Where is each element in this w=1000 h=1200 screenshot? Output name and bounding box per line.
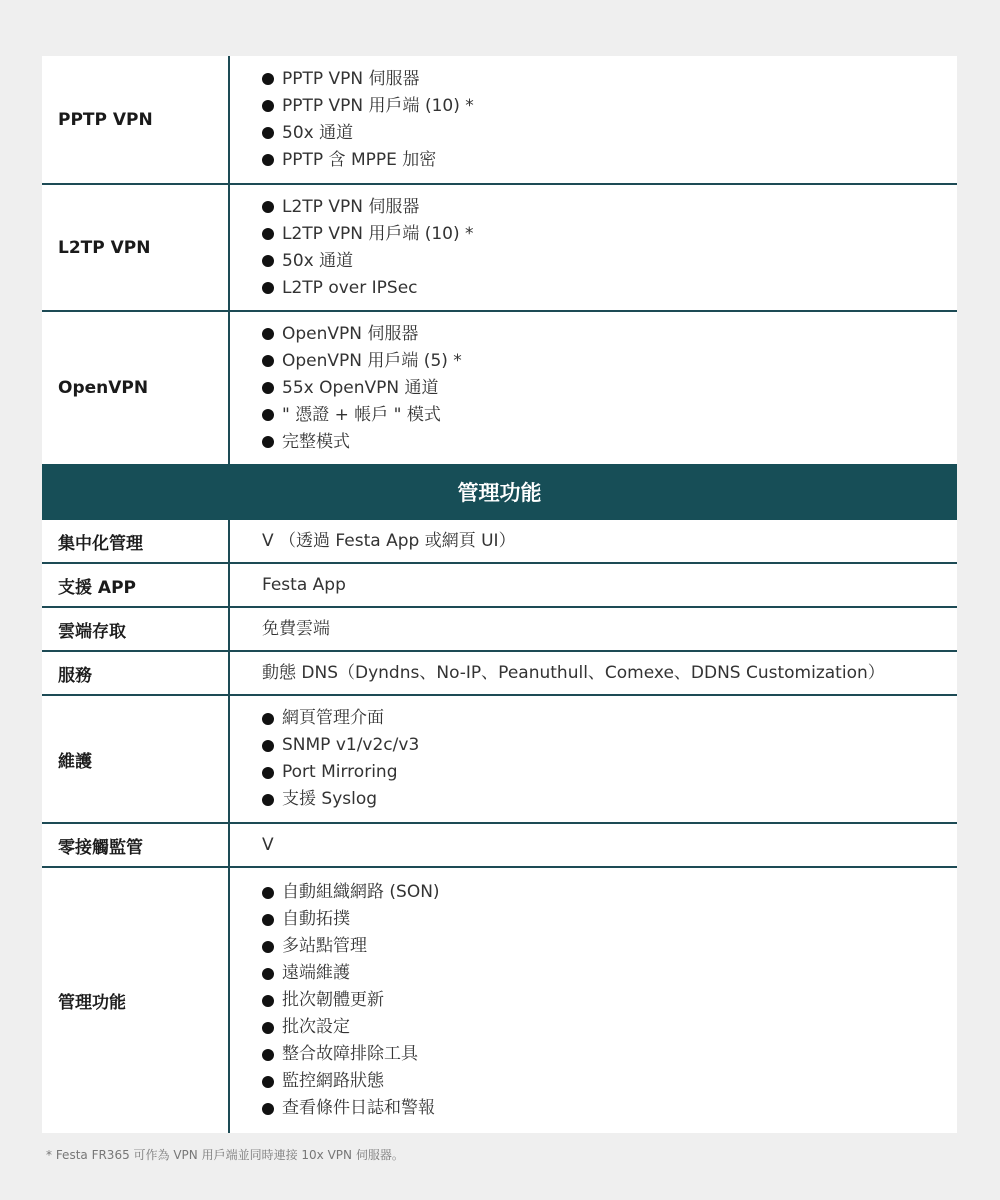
footnote: * Festa FR365 可作為 VPN 用戶端並同時連接 10x VPN 伺服器。 (46, 1148, 404, 1162)
row-value: V (262, 834, 274, 855)
list-item: 55x OpenVPN 通道 (262, 375, 957, 402)
list-item: 多站點管理 (262, 933, 957, 960)
list-item: 支援 Syslog (262, 786, 957, 813)
bullet-icon (262, 127, 274, 139)
bullet-icon (262, 255, 274, 267)
bullet-icon (262, 713, 274, 725)
spec-row-zero-touch (42, 824, 957, 868)
row-content (262, 520, 957, 562)
bullet-icon (262, 1022, 274, 1034)
row-content (262, 868, 957, 1133)
bullet-icon (262, 995, 274, 1007)
bullet-icon (262, 740, 274, 752)
bullet-icon (262, 382, 274, 394)
bullet-icon (262, 409, 274, 421)
list-item: L2TP VPN 伺服器 (262, 194, 957, 221)
row-label: 零接觸監管 (42, 824, 230, 866)
list-item: 自動拓撲 (262, 906, 957, 933)
bullet-icon (262, 767, 274, 779)
bullet-icon (262, 1076, 274, 1088)
list-item: PPTP VPN 用戶端 (10) * (262, 93, 957, 120)
list-item: OpenVPN 用戶端 (5) * (262, 348, 957, 375)
row-content (262, 564, 957, 606)
row-label: 管理功能 (42, 868, 230, 1133)
spec-row-management-features (42, 868, 957, 1133)
row-value: Festa App (262, 574, 346, 595)
row-label: 雲端存取 (42, 608, 230, 650)
list-item: " 憑證 + 帳戶 " 模式 (262, 402, 957, 429)
list-item: 批次韌體更新 (262, 987, 957, 1014)
bullet-icon (262, 73, 274, 85)
row-content (262, 652, 957, 694)
row-value: V （透過 Festa App 或網頁 UI） (262, 530, 516, 551)
list-item: Port Mirroring (262, 759, 957, 786)
row-content (262, 185, 957, 310)
list-item: 自動組織網路 (SON) (262, 879, 957, 906)
section-header: 管理功能 (42, 464, 957, 520)
list-item: 查看條件日誌和警報 (262, 1095, 957, 1122)
bullet-icon (262, 941, 274, 953)
list-item: 50x 通道 (262, 248, 957, 275)
list-item: 批次設定 (262, 1014, 957, 1041)
row-content (262, 608, 957, 650)
bullet-icon (262, 355, 274, 367)
row-label: 服務 (42, 652, 230, 694)
list-item: SNMP v1/v2c/v3 (262, 732, 957, 759)
row-label: OpenVPN (42, 312, 230, 464)
spec-row-service (42, 652, 957, 696)
list-item: L2TP over IPSec (262, 275, 957, 302)
bullet-icon (262, 887, 274, 899)
bullet-icon (262, 1049, 274, 1061)
list-item: 監控網路狀態 (262, 1068, 957, 1095)
bullet-icon (262, 1103, 274, 1115)
list-item: L2TP VPN 用戶端 (10) * (262, 221, 957, 248)
spec-row-openvpn (42, 312, 957, 464)
row-content (262, 696, 957, 822)
bullet-icon (262, 914, 274, 926)
row-content (262, 56, 957, 183)
list-item: 整合故障排除工具 (262, 1041, 957, 1068)
bullet-icon (262, 100, 274, 112)
list-item: 完整模式 (262, 429, 957, 456)
spec-row-maintenance (42, 696, 957, 824)
spec-row-cloud (42, 608, 957, 652)
bullet-icon (262, 282, 274, 294)
row-label: 維護 (42, 696, 230, 822)
spec-row-centralized (42, 520, 957, 564)
row-value: 免費雲端 (262, 618, 330, 639)
list-item: 遠端維護 (262, 960, 957, 987)
row-label: 支援 APP (42, 564, 230, 606)
row-label: L2TP VPN (42, 185, 230, 310)
row-content (262, 824, 957, 866)
bullet-icon (262, 436, 274, 448)
bullet-icon (262, 968, 274, 980)
list-item: PPTP 含 MPPE 加密 (262, 147, 957, 174)
row-content (262, 312, 957, 464)
bullet-icon (262, 154, 274, 166)
list-item: 50x 通道 (262, 120, 957, 147)
list-item: 網頁管理介面 (262, 705, 957, 732)
row-label: 集中化管理 (42, 520, 230, 562)
bullet-icon (262, 328, 274, 340)
spec-row-app (42, 564, 957, 608)
spec-table (42, 56, 957, 1133)
list-item: PPTP VPN 伺服器 (262, 66, 957, 93)
bullet-icon (262, 228, 274, 240)
spec-row-l2tp (42, 185, 957, 312)
row-label: PPTP VPN (42, 56, 230, 183)
list-item: OpenVPN 伺服器 (262, 321, 957, 348)
spec-row-pptp (42, 56, 957, 185)
bullet-icon (262, 201, 274, 213)
bullet-icon (262, 794, 274, 806)
row-value: 動態 DNS（Dyndns、No-IP、Peanuthull、Comexe、DDNS Customization） (262, 662, 885, 683)
